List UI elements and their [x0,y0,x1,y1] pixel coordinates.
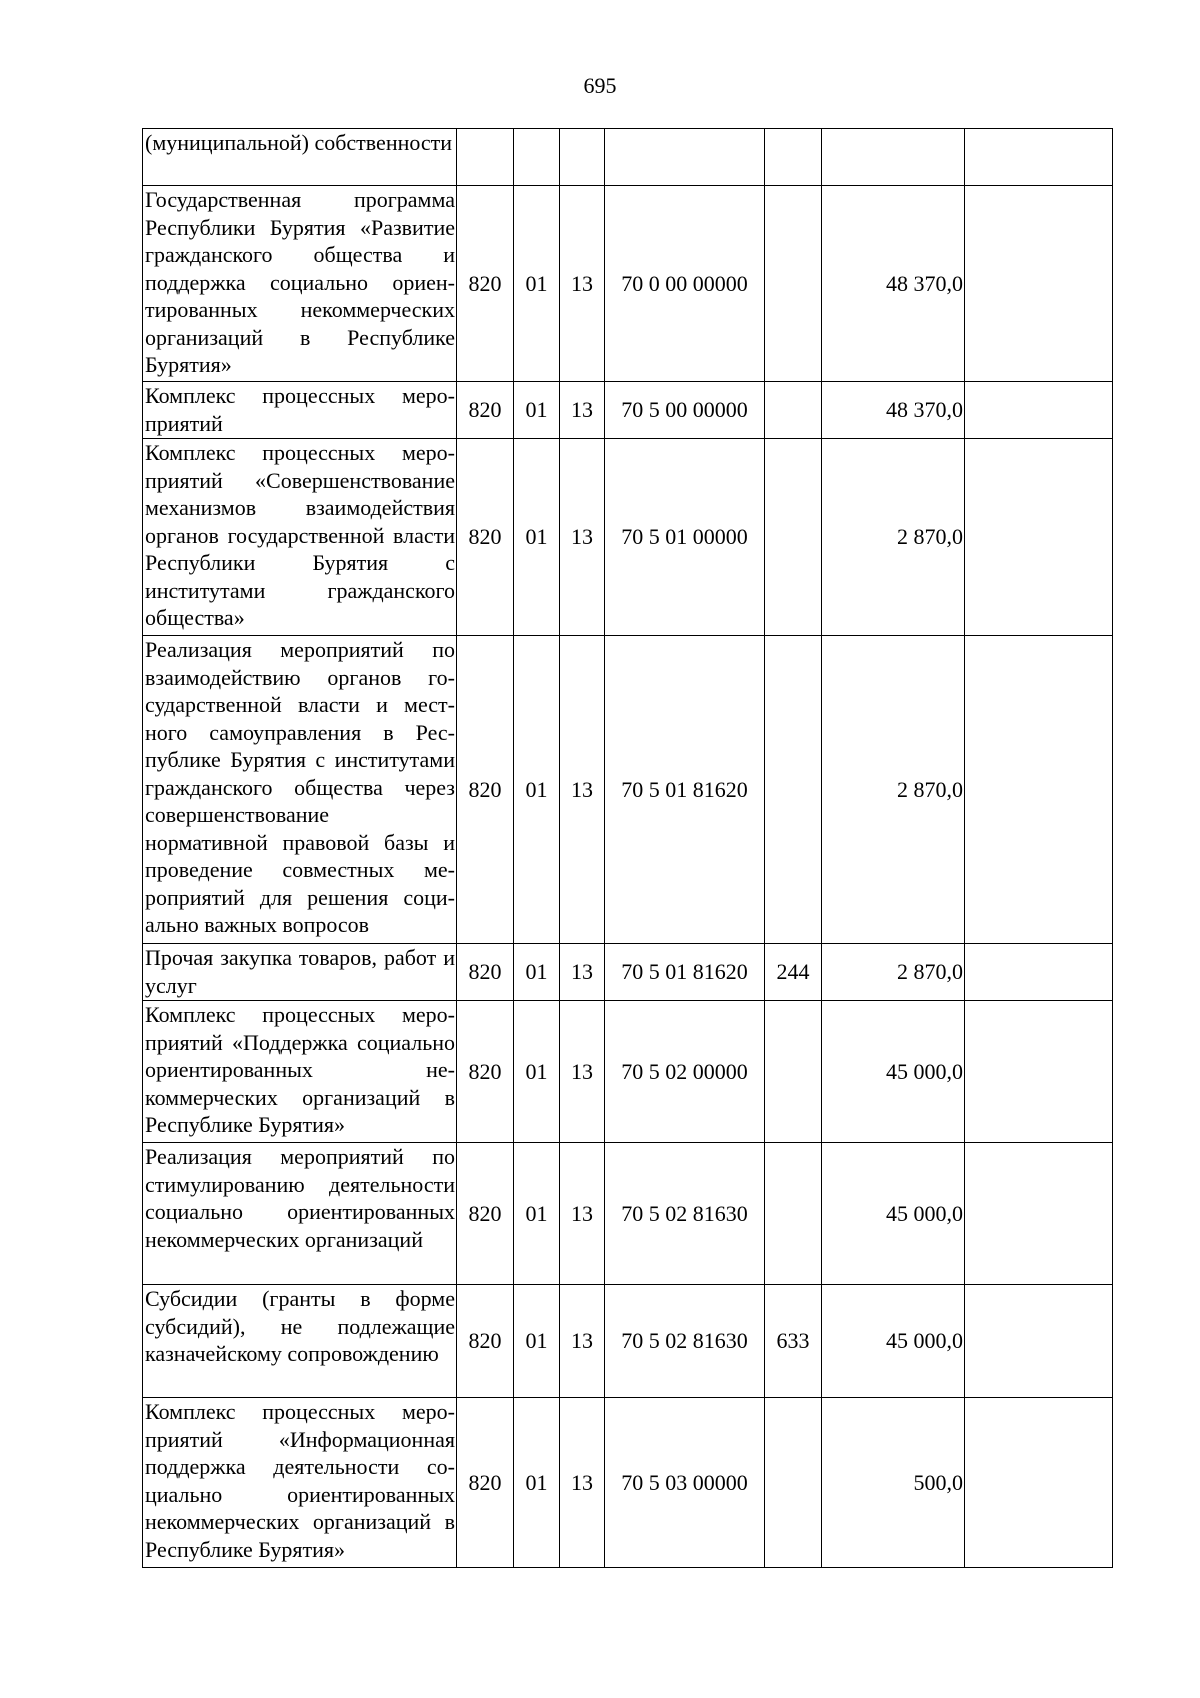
target-article-code: 70 5 01 81620 [605,944,765,1001]
subsection-code: 13 [560,1001,605,1143]
section-code: 01 [514,1285,560,1398]
sum-value: 45 000,0 [822,1285,965,1398]
sum-value: 500,0 [822,1398,965,1568]
row-name: Государственная программа Республики Бурятия «Развитие гражданского общества и поддержка социально ориентированных некоммерческих организаций в Республике Бурятия» [143,186,457,382]
page-number: 695 [583,73,617,98]
table-row [143,186,1113,382]
row-name: Субсидии (гранты в форме субсидий), не подлежащие казначейскому сопровождению [143,1285,457,1398]
expense-type-code [765,382,822,439]
section-code: 01 [514,1143,560,1285]
extra-cell [965,1285,1113,1398]
sum-value: 2 870,0 [822,944,965,1001]
subsection-code [560,129,605,186]
ministry-code: 820 [457,439,514,636]
target-article-code: 70 5 02 81630 [605,1285,765,1398]
sum-value: 2 870,0 [822,636,965,944]
section-code: 01 [514,186,560,382]
ministry-code [457,129,514,186]
sum-value: 48 370,0 [822,382,965,439]
expense-type-code [765,636,822,944]
extra-cell [965,186,1113,382]
expense-type-code [765,439,822,636]
extra-cell [965,1143,1113,1285]
extra-cell [965,1001,1113,1143]
target-article-code: 70 5 01 00000 [605,439,765,636]
expense-type-code: 244 [765,944,822,1001]
section-code: 01 [514,382,560,439]
ministry-code: 820 [457,1398,514,1568]
table-row [143,382,1113,439]
ministry-code: 820 [457,1001,514,1143]
expense-type-code [765,1143,822,1285]
target-article-code: 70 5 02 00000 [605,1001,765,1143]
row-name: Комплекс процессных мероприятий «Совершенствование механизмов взаимодействия органов государственной власти Республики Бурятия с институтами гражданского общества» [143,439,457,636]
target-article-code: 70 5 03 00000 [605,1398,765,1568]
table-row [143,129,1113,186]
expense-type-code [765,129,822,186]
ministry-code: 820 [457,636,514,944]
section-code: 01 [514,1398,560,1568]
target-article-code [605,129,765,186]
table-row [143,636,1113,944]
sum-value: 45 000,0 [822,1143,965,1285]
subsection-code: 13 [560,1285,605,1398]
budget-table [142,128,1113,1568]
target-article-code: 70 5 02 81630 [605,1143,765,1285]
subsection-code: 13 [560,944,605,1001]
expense-type-code [765,186,822,382]
target-article-code: 70 0 00 00000 [605,186,765,382]
extra-cell [965,382,1113,439]
section-code: 01 [514,439,560,636]
sum-value [822,129,965,186]
section-code: 01 [514,636,560,944]
subsection-code: 13 [560,1398,605,1568]
table-row [143,1285,1113,1398]
section-code: 01 [514,1001,560,1143]
sum-value: 2 870,0 [822,439,965,636]
row-name: Реализация мероприятий по стимулированию деятельности социально ориентированных некоммерческих организаций [143,1143,457,1285]
extra-cell [965,944,1113,1001]
extra-cell [965,129,1113,186]
subsection-code: 13 [560,382,605,439]
row-name: Комплекс процессных мероприятий [143,382,457,439]
table-row [143,1143,1113,1285]
table-row [143,439,1113,636]
row-name: Реализация мероприятий по взаимодействию органов государственной власти и местного самоуправления в Республике Бурятия с институтами гражданского общества через совершенствование нормативной правовой базы и проведение совместных мероприятий для решения социально важных вопросов [143,636,457,944]
table-row [143,1398,1113,1568]
row-name: (муниципальной) собственности [143,129,457,186]
target-article-code: 70 5 00 00000 [605,382,765,439]
table-row [143,944,1113,1001]
row-name: Комплекс процессных мероприятий «Поддержка социально ориентированных некоммерческих организаций в Республике Бурятия» [143,1001,457,1143]
extra-cell [965,1398,1113,1568]
subsection-code: 13 [560,186,605,382]
section-code: 01 [514,944,560,1001]
table-row [143,1001,1113,1143]
section-code [514,129,560,186]
subsection-code: 13 [560,636,605,944]
expense-type-code [765,1001,822,1143]
ministry-code: 820 [457,186,514,382]
ministry-code: 820 [457,1143,514,1285]
ministry-code: 820 [457,944,514,1001]
subsection-code: 13 [560,439,605,636]
ministry-code: 820 [457,382,514,439]
expense-type-code: 633 [765,1285,822,1398]
extra-cell [965,439,1113,636]
expense-type-code [765,1398,822,1568]
subsection-code: 13 [560,1143,605,1285]
sum-value: 45 000,0 [822,1001,965,1143]
ministry-code: 820 [457,1285,514,1398]
row-name: Комплекс процессных мероприятий «Информационная поддержка деятельности социально ориентированных некоммерческих организаций в Республике Бурятия» [143,1398,457,1568]
row-name: Прочая закупка товаров, работ и услуг [143,944,457,1001]
extra-cell [965,636,1113,944]
target-article-code: 70 5 01 81620 [605,636,765,944]
sum-value: 48 370,0 [822,186,965,382]
